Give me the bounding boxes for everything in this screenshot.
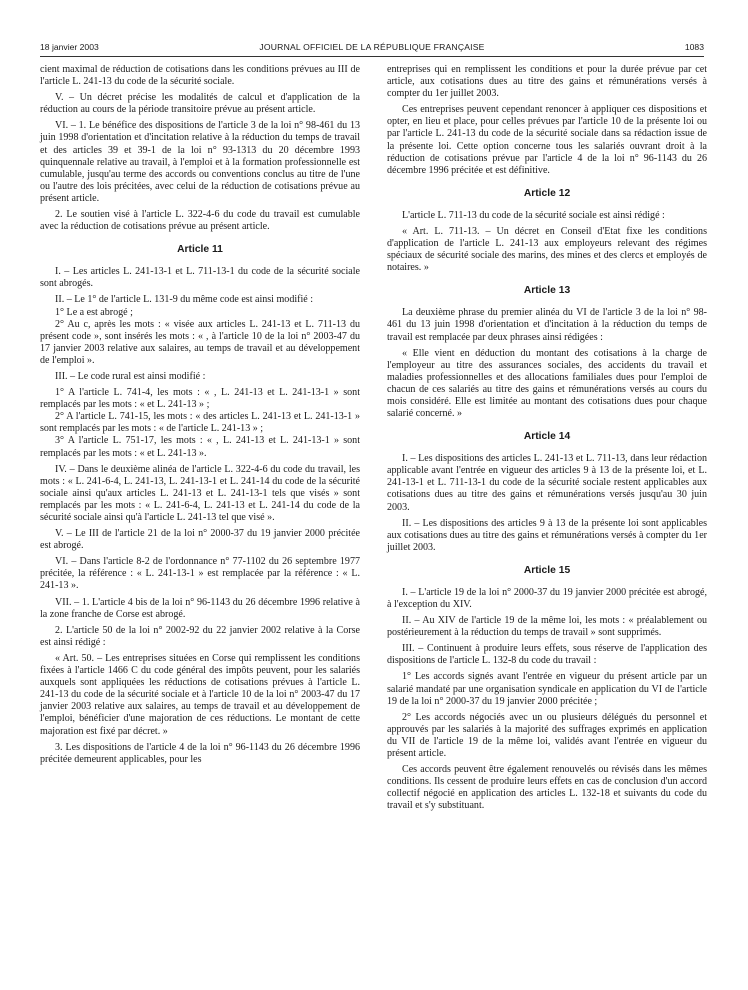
left-column <box>40 64 360 770</box>
paragraph: VI. – 1. Le bénéfice des dispositions de l'article 3 de la loi n° 98-461 du 13 juin 1998 d'orientation et d'incitation relative à la réduction du temps de travail et des articles 39 et 39-1 de la loi n° 93-1313 du 20 décembre 1993 quinquennale relative au travail, à l'emploi et à la formation professionnelle est cumulable, jusqu'au terme des accords ou conventions conclus au titre de l'une ou l'autre des lois précitées, avec celui de la réduction de cotisations prévue au présent article. <box>40 120 360 204</box>
article-heading: Article 11 <box>177 244 223 256</box>
paragraph: entreprises qui en remplissent les conditions et pour la durée prévue par cet article, aux cotisations dues au titre des gains et rémunérations versés à compter du 1er juillet 2003. <box>387 64 707 100</box>
page-header <box>40 42 704 57</box>
header-page-number: 1083 <box>684 42 704 52</box>
paragraph: 2. L'article 50 de la loi n° 2002-92 du 22 janvier 2002 relative à la Corse est ainsi rédigé : <box>40 624 360 648</box>
paragraph: L'article L. 711-13 du code de la sécurité sociale est ainsi rédigé : <box>402 209 665 221</box>
article-heading: Article 15 <box>523 564 571 576</box>
paragraph: 2° A l'article L. 741-15, les mots : « des articles L. 241-13 et L. 241-13-1 » sont remplacés par les mots : « de l'article L. 241-13 » ; <box>40 411 360 435</box>
paragraph: La deuxième phrase du premier alinéa du VI de l'article 3 de la loi n° 98-461 du 13 juin 1998 d'orientation et d'incitation à la réduction du temps de travail est remplacée par deux phrases ainsi rédigées : <box>387 307 707 343</box>
paragraph: « Art. 50. – Les entreprises situées en Corse qui remplissent les conditions fixées à l'article 1466 C du code général des impôts peuvent, pour les salariés auxquels sont appliquées les réductions de cotisations prévues à l'article L. 241-13 du code de la sécurité sociale et à l'article 10 de la loi n° 2003-47 du 17 janvier 2003 relative aux salaires, au temps de travail et au développement de l'emploi, bénéficier d'une majoration de ces réductions. Le montant de cette majoration est fixé par décret. » <box>40 652 360 737</box>
header-date: 18 janvier 2003 <box>40 42 99 52</box>
article-heading: Article 12 <box>523 187 571 199</box>
right-column <box>387 64 707 817</box>
paragraph: II. – Le 1° de l'article L. 131-9 du même code est ainsi modifié : <box>55 294 314 306</box>
paragraph: IV. – Dans le deuxième alinéa de l'article L. 322-4-6 du code du travail, les mots : « L. 241-6-4, L. 241-13, L. 241-13-1 et L. 241-14 du code de la sécurité sociale ainsi qu'aux articles L. 241-13 et L. 241-13-1 tels que visés » sont remplacés par les mots : « L. 241-6-4, L. 241-13 et L. 241-14 du code de la sécurité sociale ainsi qu'à l'article L. 241-13 tel que visé ». <box>40 463 360 523</box>
paragraph: 2. Le soutien visé à l'article L. 322-4-6 du code du travail est cumulable avec la réduction de cotisations prévue au présent article. <box>40 209 360 233</box>
paragraph: 1° Le a est abrogé ; <box>55 306 133 318</box>
paragraph: Ces entreprises peuvent cependant renoncer à appliquer ces dispositions et opter, en lieu et place, pour celles prévues par l'article 10 de la présente loi ou par l'article L. 241-13 du code de la sécurité sociale dans sa rédaction issue de la présente loi. Cette option concerne tous les salariés ouvrant droit à la réduction de cotisations prévue par l'article 4 de la loi n° 96-1143 du 26 décembre 1996 précitée et est définitive. <box>387 104 707 176</box>
paragraph: III. – Le code rural est ainsi modifié : <box>55 370 206 382</box>
paragraph: II. – Les dispositions des articles 9 à 13 de la présente loi sont applicables aux cotisations dues au titre des gains et rémunérations versés à compter du 1er juillet 2003. <box>387 517 707 553</box>
paragraph: I. – Les articles L. 241-13-1 et L. 711-13-1 du code de la sécurité sociale sont abrogés. <box>40 266 360 290</box>
paragraph: 1° Les accords signés avant l'entrée en vigueur du présent article par un salarié mandaté par une organisation syndicale en application du VI de l'article 19 de la loi n° 2000-37 du 19 janvier 2000 précitée ; <box>387 671 707 707</box>
paragraph: Ces accords peuvent être également renouvelés ou révisés dans les mêmes conditions. Ils cessent de produire leurs effets en cas de conclusion d'un accord collectif négocié en application des articles L. 132-18 et suivants du code du travail et s'y substituant. <box>387 764 707 812</box>
paragraph: II. – Au XIV de l'article 19 de la même loi, les mots : « préalablement ou postérieurement à la réduction du temps de travail » sont supprimés. <box>387 615 707 639</box>
paragraph: 2° Les accords négociés avec un ou plusieurs délégués du personnel et approuvés par les salariés à la majorité des suffrages exprimés en application du VII de l'article 19 de la même loi, validés avant l'entrée en vigueur du présent article. <box>387 711 707 760</box>
paragraph: « Art. L. 711-13. – Un décret en Conseil d'Etat fixe les conditions d'application de l'article L. 241-13 aux employeurs relevant des régimes spéciaux de sécurité sociale des marins, des mines et des clercs et employés de notaires. » <box>387 225 707 274</box>
paragraph: « Elle vient en déduction du montant des cotisations à la charge de l'employeur au titre des assurances sociales, des accidents du travail et maladies professionnelles et des allocations familiales dues pour l'emploi de chacun de ces salariés au titre des gains et rémunérations versés au cours du mois considéré. Elle est limitée au montant des cotisations dues pour chaque salarié concerné. » <box>387 347 707 420</box>
paragraph: I. – Les dispositions des articles L. 241-13 et L. 711-13, dans leur rédaction applicable avant l'entrée en vigueur des articles 9 à 13 de la présente loi, et L. 241-13-1 et L. 711-13-1 du code de la sécurité sociale restent applicables aux cotisations dues au titre des gains et rémunérations versés jusqu'au 30 juin 2003. <box>387 453 707 513</box>
header-title: JOURNAL OFFICIEL DE LA RÉPUBLIQUE FRANÇAISE <box>259 42 485 52</box>
paragraph: VI. – Dans l'article 8-2 de l'ordonnance n° 77-1102 du 26 septembre 1977 précitée, la référence : « L. 241-13-1 » est remplacée par la référence : « L. 241-13 ». <box>40 556 360 592</box>
paragraph: 2° Au c, après les mots : « visée aux articles L. 241-13 et L. 711-13 du présent code », sont insérés les mots : « , à l'article 10 de la loi n° 2003-47 du 17 janvier 2003 relative aux salaires, au temps de travail et au développement de l'emploi ». <box>40 318 360 366</box>
article-heading: Article 14 <box>523 431 571 443</box>
article-heading: Article 13 <box>523 285 571 297</box>
paragraph: 1° A l'article L. 741-4, les mots : « , L. 241-13 et L. 241-13-1 » sont remplacés par les mots : « et L. 241-13 » ; <box>40 387 360 411</box>
paragraph: 3. Les dispositions de l'article 4 de la loi n° 96-1143 du 26 décembre 1996 précitée demeurent applicables, pour les <box>40 741 360 765</box>
paragraph: 3° A l'article L. 751-17, les mots : « , L. 241-13 et L. 241-13-1 » sont remplacés par les mots : « et L. 241-13 ». <box>40 435 360 459</box>
paragraph: VII. – 1. L'article 4 bis de la loi n° 96-1143 du 26 décembre 1996 relative à la zone franche de Corse est abrogé. <box>40 596 360 620</box>
paragraph: V. – Le III de l'article 21 de la loi n° 2000-37 du 19 janvier 2000 précitée est abrogé. <box>40 528 360 552</box>
paragraph: cient maximal de réduction de cotisations dans les conditions prévues au III de l'article L. 241-13 du code de la sécurité sociale. <box>40 64 360 88</box>
paragraph: I. – L'article 19 de la loi n° 2000-37 du 19 janvier 2000 précitée est abrogé, à l'exception du XIV. <box>387 586 707 610</box>
paragraph: III. – Continuent à produire leurs effets, sous réserve de l'application des dispositions de l'article L. 132-8 du code du travail : <box>387 643 707 667</box>
paragraph: V. – Un décret précise les modalités de calcul et d'application de la réduction au cours de la période transitoire prévue au présent article. <box>40 92 360 116</box>
